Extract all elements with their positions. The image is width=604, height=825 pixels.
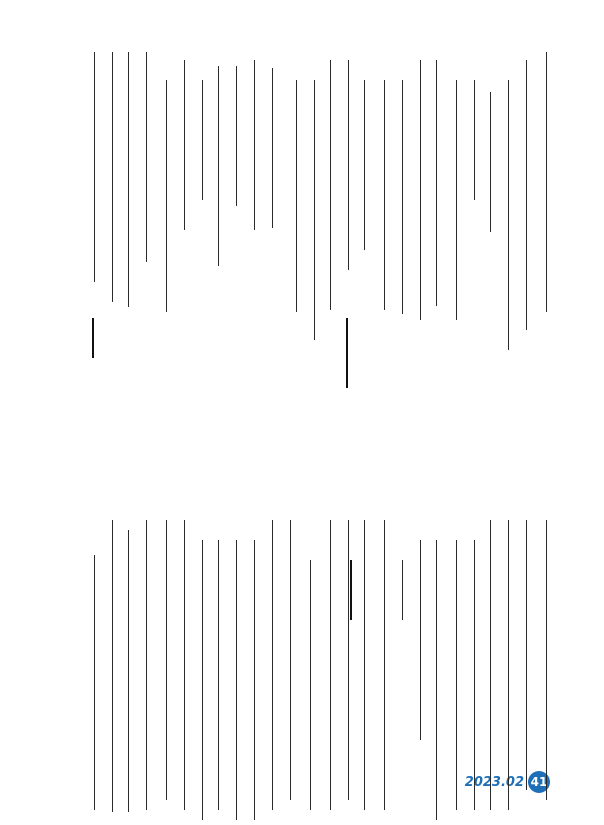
text-line xyxy=(330,520,339,810)
text-line xyxy=(166,520,175,800)
text-line xyxy=(94,52,103,282)
text-line xyxy=(330,60,339,310)
text-line xyxy=(456,80,465,320)
text-line xyxy=(508,80,517,350)
text-line xyxy=(490,92,499,232)
text-line xyxy=(218,540,227,810)
text-line xyxy=(218,66,227,266)
text-line xyxy=(236,540,245,820)
text-line xyxy=(456,540,465,810)
text-line xyxy=(290,520,299,800)
text-line xyxy=(474,540,483,810)
text-line xyxy=(436,540,445,820)
text-line xyxy=(546,520,555,800)
text-line xyxy=(384,80,393,310)
text-line xyxy=(348,60,357,270)
text-line xyxy=(184,60,193,230)
section-heading xyxy=(350,560,352,620)
text-line xyxy=(420,540,429,740)
text-line xyxy=(402,80,411,314)
text-line xyxy=(526,60,535,330)
section-heading xyxy=(346,318,348,388)
text-line xyxy=(202,540,211,820)
text-line xyxy=(272,520,281,810)
text-line xyxy=(272,68,281,228)
text-line xyxy=(184,520,193,810)
text-line xyxy=(364,520,373,810)
page-number-badge: 41 xyxy=(528,771,550,793)
text-line xyxy=(402,560,411,620)
text-line xyxy=(420,60,429,320)
section-heading xyxy=(92,318,94,358)
text-line xyxy=(112,52,121,302)
text-line xyxy=(128,52,137,307)
text-line xyxy=(202,80,211,200)
text-line xyxy=(310,560,319,810)
text-line xyxy=(364,80,373,250)
issue-label: 2023.02 xyxy=(464,774,524,790)
text-line xyxy=(474,80,483,200)
text-line xyxy=(384,520,393,810)
text-line xyxy=(526,520,535,790)
text-line xyxy=(146,520,155,810)
text-line xyxy=(166,80,175,312)
text-line xyxy=(436,60,445,306)
text-line xyxy=(508,520,517,810)
text-line xyxy=(314,80,323,340)
text-line xyxy=(128,530,137,812)
text-line xyxy=(146,52,155,262)
text-line xyxy=(94,555,103,810)
text-line xyxy=(546,52,555,312)
text-line xyxy=(296,80,305,312)
text-line xyxy=(254,60,263,230)
text-line xyxy=(112,520,121,812)
text-line xyxy=(254,540,263,820)
text-line xyxy=(236,66,245,206)
text-line xyxy=(490,520,499,810)
